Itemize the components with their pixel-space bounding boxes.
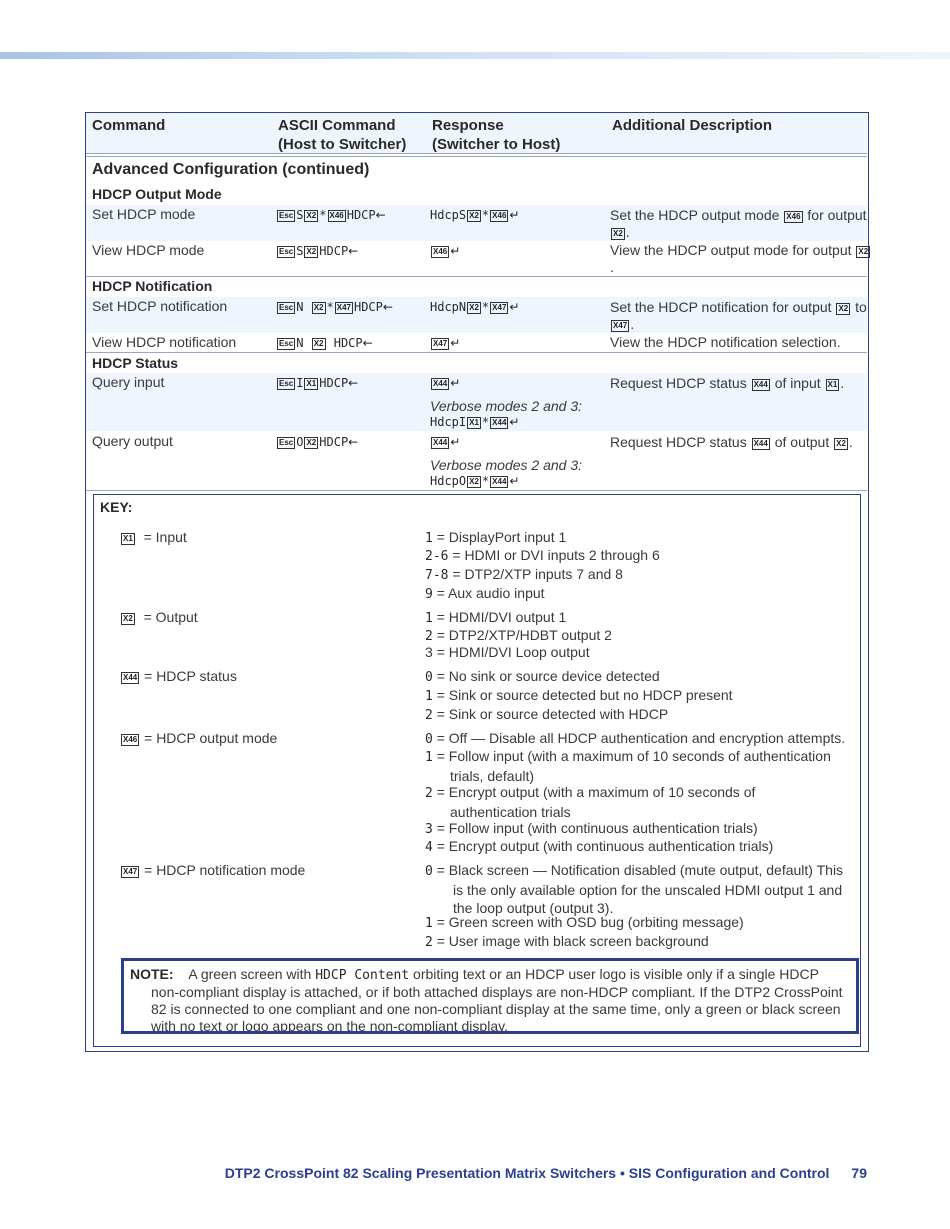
key-box xyxy=(93,494,861,1047)
resp-view-hdcp-mode xyxy=(430,244,460,258)
row-divider xyxy=(86,276,867,277)
enter-arrow-icon: ← xyxy=(362,336,373,350)
enter-arrow-icon: ← xyxy=(382,300,393,314)
key-value-code: 0 xyxy=(425,864,433,879)
note-text xyxy=(130,966,850,1035)
x2-key: X2 xyxy=(469,303,479,312)
row-divider xyxy=(86,352,867,353)
key-value xyxy=(425,565,623,585)
code-text: O xyxy=(296,435,304,449)
x44-key: X44 xyxy=(433,438,448,447)
cmd-set-hdcp-notification: Set HDCP notification xyxy=(92,298,228,314)
x2-key: X2 xyxy=(306,247,317,256)
key-value xyxy=(425,608,566,628)
desc-text: . xyxy=(848,434,853,450)
key-value xyxy=(425,819,758,839)
return-icon: ↵ xyxy=(450,435,461,449)
key-value xyxy=(425,913,744,933)
code-text: * xyxy=(481,415,490,429)
x2-key: X2 xyxy=(613,229,623,238)
x47-key: X47 xyxy=(123,867,138,876)
desc-text: to xyxy=(855,299,867,315)
x2-key: X2 xyxy=(313,339,324,348)
key-label-text: = Output xyxy=(143,609,198,625)
key-value-code: 2 xyxy=(425,629,433,644)
key-label-text: = HDCP status xyxy=(144,668,237,684)
section-title: Advanced Configuration (continued) xyxy=(92,161,370,178)
esc-key: Esc xyxy=(279,339,294,348)
cmd-view-hdcp-mode: View HDCP mode xyxy=(92,242,205,258)
footer-title: DTP2 CrossPoint 82 Scaling Presentation Matrix Switchers • SIS Configuration and Control xyxy=(224,1165,830,1181)
key-value-text: = Aux audio input xyxy=(436,585,545,601)
key-value-code: 2 xyxy=(425,786,433,801)
return-icon: ↵ xyxy=(450,336,461,350)
desc-text: Request HDCP status xyxy=(610,434,747,450)
enter-arrow-icon: ← xyxy=(348,376,359,390)
key-value-code: 0 xyxy=(425,732,433,747)
header-response: Response (Switcher to Host) xyxy=(432,117,561,153)
desc-text: Set the HDCP output mode xyxy=(610,207,780,223)
enter-arrow-icon: ← xyxy=(375,208,386,222)
group-title-notification: HDCP Notification xyxy=(92,278,213,294)
enter-arrow-icon: ← xyxy=(348,244,359,258)
x2-key: X2 xyxy=(306,438,317,447)
key-value-text: = Off — Disable all HDCP authentication and encryption attempts. xyxy=(436,730,846,746)
resp-query-input xyxy=(430,376,460,390)
x2-key: X2 xyxy=(313,303,324,312)
x44-key: X44 xyxy=(753,380,768,389)
key-value xyxy=(425,783,845,821)
code-text: HDCP xyxy=(319,435,349,449)
key-value xyxy=(425,643,590,661)
x46-key: X46 xyxy=(492,211,507,220)
code-text: I xyxy=(296,376,304,390)
desc-view-hdcp-notification: View the HDCP notification selection. xyxy=(610,334,841,350)
x44-key: X44 xyxy=(492,418,507,427)
code-text: * xyxy=(481,208,490,222)
code-text: HdcpI xyxy=(430,415,467,429)
note-text-pre: A green screen with xyxy=(188,966,312,982)
code-text: HDCP xyxy=(346,208,376,222)
key-value-text: = Sink or source detected with HDCP xyxy=(436,706,669,722)
key-value-text: = Sink or source detected but no HDCP present xyxy=(436,687,733,703)
x2-key: X2 xyxy=(469,477,479,486)
key-value-code: 0 xyxy=(425,670,433,685)
x47-key: X47 xyxy=(613,321,628,330)
esc-key: Esc xyxy=(279,211,294,220)
desc-text: . xyxy=(630,316,635,332)
code-text: N xyxy=(296,300,304,314)
code-text: S xyxy=(296,208,304,222)
x47-key: X47 xyxy=(492,303,507,312)
enter-arrow-icon: ← xyxy=(348,435,359,449)
key-value-text: = Green screen with OSD bug (orbiting message) xyxy=(436,914,744,930)
key-value-code: 2-6 xyxy=(425,549,449,564)
note-text-post: orbiting text or an HDCP user logo is visible only if a single HDCP non-compliant display is attached, or if both attached displays are non-HDCP compliant. If the DTP2 CrossPoint 82 is connected to one compliant and one non-compliant display at the same time, only a green or black screen with no text or logo appears on the non-compliant display. xyxy=(151,966,843,1034)
esc-key: Esc xyxy=(279,438,294,447)
x2-key: X2 xyxy=(838,304,849,313)
cmd-query-output: Query output xyxy=(92,433,173,449)
key-value-text: = User image with black screen background xyxy=(436,933,709,949)
desc-text: . xyxy=(610,259,614,275)
x47-key: X47 xyxy=(336,303,351,312)
cmd-set-hdcp-mode: Set HDCP mode xyxy=(92,206,196,222)
x44-key: X44 xyxy=(492,477,507,486)
header-description: Additional Description xyxy=(612,117,773,134)
code-text: HdcpO xyxy=(430,474,467,488)
ascii-query-output xyxy=(276,435,358,449)
key-value-text: = HDMI or DVI inputs 2 through 6 xyxy=(452,547,660,563)
desc-text: Set the HDCP notification for output xyxy=(610,299,832,315)
desc-text: . xyxy=(840,375,845,391)
key-value-text: = Encrypt output (with continuous authentication trials) xyxy=(436,838,774,854)
cmd-query-input: Query input xyxy=(92,374,165,390)
code-text: * xyxy=(326,300,334,314)
key-value-code: 1 xyxy=(425,611,433,626)
code-text: HDCP xyxy=(353,300,383,314)
key-title: KEY: xyxy=(100,499,133,515)
key-value-code: 1 xyxy=(425,916,433,931)
key-value-code: 9 xyxy=(425,587,433,602)
key-value xyxy=(425,861,845,917)
desc-query-output xyxy=(610,434,872,451)
header-gradient-bar xyxy=(0,52,950,59)
resp-view-hdcp-notification xyxy=(430,336,460,350)
page-number: 79 xyxy=(851,1165,867,1181)
desc-text: for output xyxy=(807,207,867,223)
key-x46-label xyxy=(120,729,277,747)
return-icon: ↵ xyxy=(450,376,461,390)
key-value-text: = Encrypt output (with a maximum of 10 seconds of authentication trials xyxy=(436,784,756,820)
header-command: Command xyxy=(92,117,166,134)
row-divider xyxy=(86,490,867,491)
code-text: HDCP xyxy=(319,376,349,390)
table-header xyxy=(86,113,867,154)
desc-view-hdcp-mode xyxy=(610,242,872,276)
key-value xyxy=(425,667,660,687)
x44-key: X44 xyxy=(433,379,448,388)
key-value-code: 7-8 xyxy=(425,568,449,583)
x1-key: X1 xyxy=(827,380,838,389)
desc-text: View the HDCP output mode for output xyxy=(610,242,852,258)
return-icon: ↵ xyxy=(509,208,520,222)
desc-text: . xyxy=(625,224,630,240)
key-x2-label xyxy=(120,608,198,626)
key-x1-label xyxy=(120,528,187,546)
key-value-text: = HDMI/DVI output 1 xyxy=(436,609,567,625)
key-value-code: 2 xyxy=(425,935,433,950)
code-text: * xyxy=(319,208,327,222)
key-value-code: 3 xyxy=(425,644,433,660)
key-value-code: 2 xyxy=(425,708,433,723)
resp-set-hdcp-mode xyxy=(430,208,519,222)
page-footer xyxy=(225,1165,867,1181)
x2-key: X2 xyxy=(306,211,317,220)
esc-key: Esc xyxy=(279,379,294,388)
resp-set-hdcp-notification xyxy=(430,300,519,314)
key-value-code: 1 xyxy=(425,750,433,765)
key-value-text: = DTP2/XTP inputs 7 and 8 xyxy=(452,566,623,582)
code-text: HdcpN xyxy=(430,300,467,314)
key-value xyxy=(425,837,773,857)
x47-key: X47 xyxy=(433,339,448,348)
x1-key: X1 xyxy=(123,534,133,543)
esc-key: Esc xyxy=(279,247,294,256)
desc-text: of output xyxy=(774,434,830,450)
key-value xyxy=(425,686,733,706)
note-code: HDCP Content xyxy=(315,968,410,983)
key-value xyxy=(425,932,709,952)
desc-set-hdcp-mode xyxy=(610,207,872,241)
key-value-text: = DisplayPort input 1 xyxy=(436,529,567,545)
key-value xyxy=(425,528,566,548)
x46-key: X46 xyxy=(329,211,344,220)
code-text: HDCP xyxy=(333,336,363,350)
key-value xyxy=(425,747,845,785)
code-text: * xyxy=(481,474,490,488)
key-value xyxy=(425,584,545,604)
note-label: NOTE: xyxy=(130,966,174,982)
esc-key: Esc xyxy=(279,303,294,312)
key-x47-label xyxy=(120,861,305,879)
x1-key: X1 xyxy=(306,379,317,388)
return-icon: ↵ xyxy=(509,415,520,429)
ascii-set-hdcp-mode xyxy=(276,208,386,222)
key-label-text: = HDCP notification mode xyxy=(144,862,306,878)
key-label-text: = HDCP output mode xyxy=(144,730,278,746)
group-title-output-mode: HDCP Output Mode xyxy=(92,186,222,202)
note-box xyxy=(121,958,859,1034)
x46-key: X46 xyxy=(123,735,138,744)
key-value-code: 4 xyxy=(425,840,433,855)
key-x44-label xyxy=(120,667,237,685)
desc-text: Request HDCP status xyxy=(610,375,747,391)
key-value xyxy=(425,546,660,566)
key-value-code: 1 xyxy=(425,689,433,704)
x2-key: X2 xyxy=(123,614,133,623)
desc-text: of input xyxy=(774,375,821,391)
x2-key: X2 xyxy=(858,247,869,256)
x2-key: X2 xyxy=(469,211,479,220)
key-value-text: = Black screen — Notification disabled (mute output, default) This is the only available option for the unscaled HDMI output 1 and the loop output (output 3). xyxy=(436,862,844,916)
ascii-view-hdcp-notification xyxy=(276,336,373,350)
key-value xyxy=(425,729,845,749)
code-text: N xyxy=(296,336,304,350)
ascii-set-hdcp-notification xyxy=(276,300,393,314)
return-icon: ↵ xyxy=(450,244,461,258)
resp-query-output xyxy=(430,435,460,449)
x1-key: X1 xyxy=(469,418,479,427)
code-text: S xyxy=(296,244,304,258)
key-value-text: = No sink or source device detected xyxy=(436,668,660,684)
code-text: HdcpS xyxy=(430,208,467,222)
resp-query-input-verbose xyxy=(430,415,519,429)
x46-key: X46 xyxy=(433,247,448,256)
key-value-text: = HDMI/DVI Loop output xyxy=(436,644,590,660)
resp-query-output-verbose xyxy=(430,474,519,488)
cmd-view-hdcp-notification: View HDCP notification xyxy=(92,334,237,350)
key-label-text: = Input xyxy=(143,529,187,545)
code-text: HDCP xyxy=(319,244,349,258)
key-value-text: = Follow input (with continuous authentication trials) xyxy=(436,820,758,836)
x2-key: X2 xyxy=(836,439,846,448)
ascii-view-hdcp-mode xyxy=(276,244,358,258)
return-icon: ↵ xyxy=(509,474,520,488)
key-value-text: = DTP2/XTP/HDBT output 2 xyxy=(436,627,612,643)
key-value-code: 1 xyxy=(425,531,433,546)
x44-key: X44 xyxy=(123,673,138,682)
key-value xyxy=(425,705,668,725)
key-value-text: = Follow input (with a maximum of 10 seconds of authentication trials, default) xyxy=(436,748,831,784)
x46-key: X46 xyxy=(786,212,801,221)
code-text: * xyxy=(481,300,490,314)
x44-key: X44 xyxy=(753,439,768,448)
return-icon: ↵ xyxy=(509,300,520,314)
command-table xyxy=(85,112,869,1052)
key-value-code: 3 xyxy=(425,822,433,837)
desc-query-input xyxy=(610,375,872,392)
header-ascii: ASCII Command (Host to Switcher) xyxy=(278,117,407,153)
verbose-label: Verbose modes 2 and 3: xyxy=(430,457,583,473)
verbose-label: Verbose modes 2 and 3: xyxy=(430,398,583,414)
ascii-query-input xyxy=(276,376,358,390)
group-title-status: HDCP Status xyxy=(92,355,179,371)
desc-set-hdcp-notification xyxy=(610,299,872,333)
